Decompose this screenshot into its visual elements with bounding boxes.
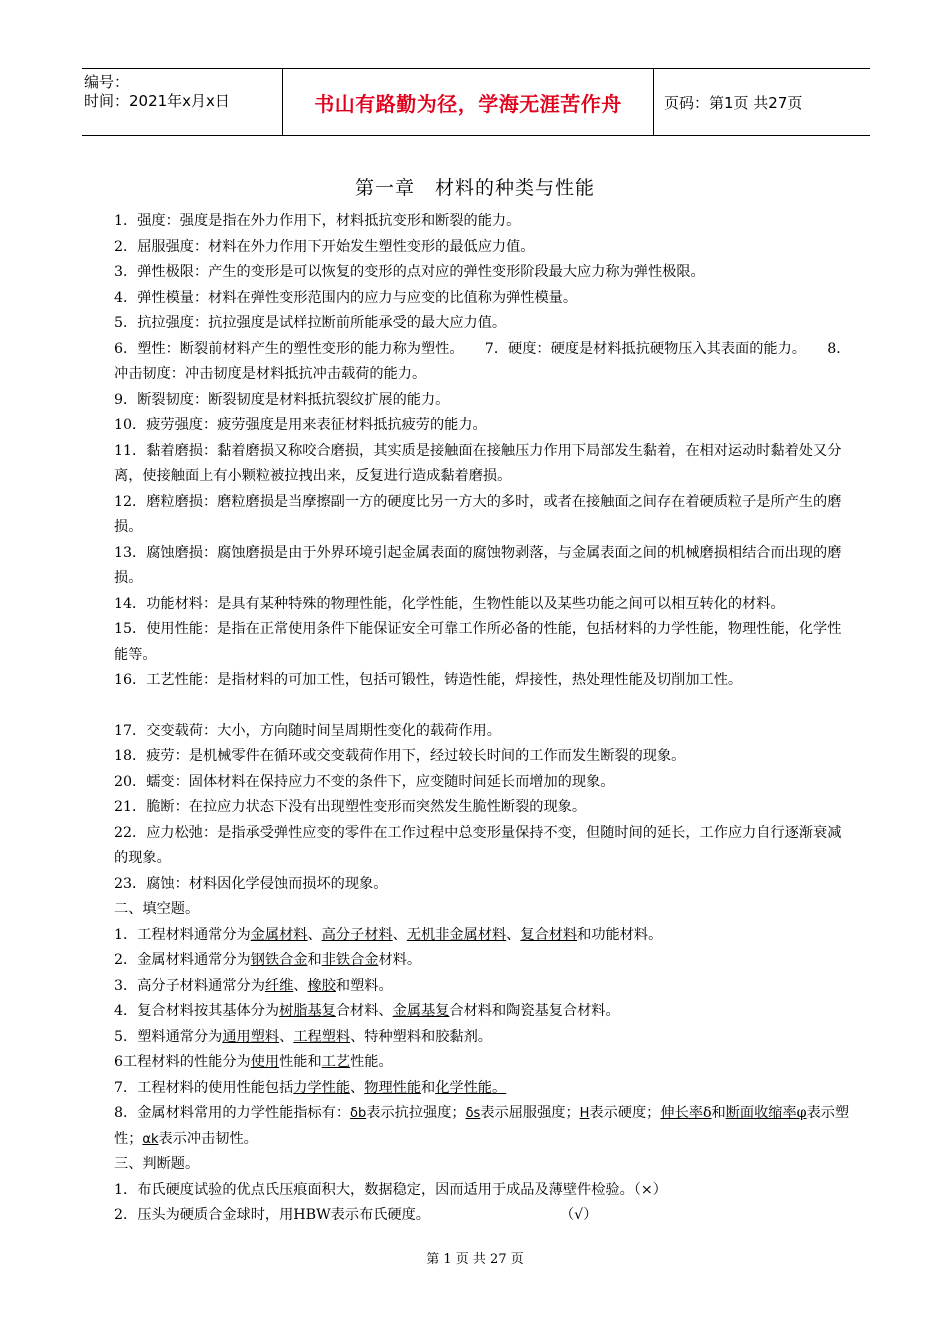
answer-blank: 断面收缩率φ bbox=[725, 1105, 807, 1121]
answer-blank: 通用塑料 bbox=[222, 1028, 280, 1045]
definition-item: 12．磨粒磨损：磨粒磨损是当摩擦副一方的硬度比另一方大的多时，或者在接触面之间存在着硬质粒子是所产生的磨损。 bbox=[114, 493, 842, 535]
definition-item: 1．强度：强度是指在外力作用下，材料抵抗变形和断裂的能力。 bbox=[114, 213, 521, 229]
question-text: 、 bbox=[392, 926, 407, 943]
definition-item: 9．断裂韧度：断裂韧度是材料抵抗裂纹扩展的能力。 bbox=[114, 391, 450, 408]
question-text: 表示冲击韧性。 bbox=[158, 1130, 258, 1147]
answer-blank: H bbox=[579, 1106, 590, 1121]
question-text: 、 bbox=[279, 1028, 294, 1045]
document-date: 时间：2021年x月x日 bbox=[84, 92, 230, 110]
fill-question bbox=[114, 999, 852, 1025]
fill-question bbox=[114, 1101, 852, 1152]
definition-item: 4．弹性模量：材料在弹性变形范围内的应力与应变的比值称为弹性模量。 bbox=[114, 289, 578, 306]
judge-question bbox=[114, 1203, 852, 1229]
question-text: 性能和 bbox=[279, 1054, 322, 1070]
definition-item: 14．功能材料：是具有某种特殊的物理性能，化学性能，生物性能以及某些功能之间可以相互转化的材料。 bbox=[114, 595, 785, 612]
definition-item: 23．腐蚀：材料因化学侵蚀而损坏的现象。 bbox=[114, 875, 388, 892]
answer-blank: 工艺 bbox=[321, 1054, 351, 1070]
answer-blank: 伸长率δ bbox=[660, 1105, 712, 1121]
answer-blank: 钢铁合金 bbox=[250, 952, 308, 968]
question-text: 1．布氏硬度试验的优点氏压痕面积大，数据稳定，因而适用于成品及薄壁件检验。 bbox=[114, 1181, 634, 1198]
definition-item: 5．抗拉强度：抗拉强度是试样拉断前所能承受的最大应力值。 bbox=[114, 315, 507, 331]
question-text: 表示硬度； bbox=[589, 1105, 661, 1121]
question-text: 、特种塑料和胶黏剂。 bbox=[350, 1028, 492, 1045]
question-text: 3．高分子材料通常分为 bbox=[114, 977, 265, 994]
question-text: 2．金属材料通常分为 bbox=[114, 952, 251, 968]
question-text: 、 bbox=[506, 926, 521, 943]
chapter-title: 第一章 材料的种类与性能 bbox=[354, 177, 595, 199]
answer-blank: 使用 bbox=[250, 1054, 280, 1070]
judge-section-heading: 三、判断题。 bbox=[114, 1156, 200, 1172]
definition-item: 20．蠕变：固体材料在保持应力不变的条件下，应变随时间延长而增加的现象。 bbox=[114, 773, 615, 790]
answer-blank: 树脂基复 bbox=[279, 1003, 336, 1019]
definition-item: 3．弹性极限：产生的变形是可以恢复的变形的点对应的弹性变形阶段最大应力称为弹性极限。 bbox=[114, 264, 705, 280]
question-text: 和 bbox=[307, 952, 322, 968]
answer-blank: 力学性能 bbox=[293, 1079, 351, 1096]
definition-item: 17．交变载荷：大小，方向随时间呈周期性变化的载荷作用。 bbox=[114, 722, 501, 739]
blank-line bbox=[114, 694, 852, 719]
answer-blank: 复合材料 bbox=[520, 926, 578, 943]
judge-question bbox=[114, 1178, 852, 1204]
definition-item: 11．黏着磨损：黏着磨损又称咬合磨损，其实质是接触面在接触压力作用下局部发生黏着，在相对运动时黏着处又分离，使接触面上有小颗粒被拉拽出来，反复进行造成黏着磨损。 bbox=[114, 442, 842, 484]
answer-blank: 高分子材料 bbox=[321, 926, 393, 943]
answer-blank: αk bbox=[142, 1131, 159, 1147]
answer-blank: 物理性能 bbox=[364, 1079, 422, 1096]
question-text: 表示塑性； bbox=[114, 1105, 850, 1147]
definition-item: 15．使用性能：是指在正常使用条件下能保证安全可靠工作所必备的性能，包括材料的力学性能，物理性能，化学性能等。 bbox=[114, 621, 842, 663]
definition-item: 2．屈服强度：材料在外力作用下开始发生塑性变形的最低应力值。 bbox=[114, 238, 535, 255]
answer-blank: 金属基复 bbox=[392, 1003, 450, 1019]
question-text: 4．复合材料按其基体分为 bbox=[114, 1003, 280, 1019]
judge-answer-mark: （√） bbox=[559, 1207, 598, 1223]
question-text: 和功能材料。 bbox=[577, 926, 663, 943]
definition-item: 13．腐蚀磨损：腐蚀磨损是由于外界环境引起金属表面的腐蚀物剥落，与金属表面之间的机械磨损相结合而出现的磨损。 bbox=[114, 544, 842, 586]
answer-blank: 纤维 bbox=[264, 977, 294, 994]
fill-question bbox=[114, 948, 852, 974]
question-text: 和 bbox=[421, 1079, 436, 1096]
header-motto: 书山有路勤为径，学海无涯苦作舟 bbox=[282, 69, 654, 135]
question-text: 1．工程材料通常分为 bbox=[114, 926, 251, 943]
question-text: 和塑料。 bbox=[335, 977, 393, 994]
answer-blank: 非铁合金 bbox=[321, 952, 379, 968]
definition-item: 6．塑性：断裂前材料产生的塑性变形的能力称为塑性。 7．硬度：硬度是材料抵抗硬物压入其表面的能力。 8．冲击韧度：冲击韧度是材料抵抗冲击载荷的能力。 bbox=[114, 340, 851, 382]
fill-question bbox=[114, 1050, 852, 1076]
answer-blank: 无机非金属材料 bbox=[406, 926, 507, 943]
question-text: 7．工程材料的使用性能包括 bbox=[114, 1079, 294, 1096]
header-meta bbox=[82, 69, 282, 135]
document-number-label: 编号： bbox=[84, 73, 130, 91]
question-text: 、 bbox=[350, 1079, 365, 1096]
answer-blank: 橡胶 bbox=[307, 977, 336, 994]
question-text: 。 bbox=[491, 1079, 507, 1096]
definition-item: 22．应力松弛：是指承受弹性应变的零件在工作过程中总变形量保持不变，但随时间的延长，工作应力自行逐渐衰减的现象。 bbox=[114, 824, 842, 866]
definition-item: 10．疲劳强度：疲劳强度是用来表征材料抵抗疲劳的能力。 bbox=[114, 417, 487, 433]
fill-question bbox=[114, 923, 852, 949]
question-text: 8．金属材料常用的力学性能指标有： bbox=[114, 1105, 351, 1121]
question-text: 5．塑料通常分为 bbox=[114, 1028, 223, 1045]
question-text: 合材料和陶瓷基复合材料。 bbox=[449, 1003, 620, 1019]
question-text: 6工程材料的性能分为 bbox=[114, 1054, 251, 1070]
question-text: 、 bbox=[293, 977, 308, 994]
definition-item: 18．疲劳：是机械零件在循环或交变载荷作用下，经过较长时间的工作而发生断裂的现象。 bbox=[114, 748, 686, 764]
fill-question bbox=[114, 1076, 852, 1102]
definition-item: 21．脆断：在拉应力状态下没有出现塑性变形而突然发生脆性断裂的现象。 bbox=[114, 799, 587, 815]
answer-blank: 化学性能 bbox=[435, 1079, 492, 1096]
question-text: 、 bbox=[307, 926, 322, 943]
question-text: 表示屈服强度； bbox=[480, 1105, 580, 1121]
document-body bbox=[114, 209, 852, 1229]
fill-section-heading: 二、填空题。 bbox=[114, 901, 200, 917]
question-text: 表示抗拉强度； bbox=[366, 1105, 466, 1121]
header-page-info: 页码：第1页 共27页 bbox=[664, 93, 803, 112]
question-text: 合材料、 bbox=[335, 1003, 393, 1019]
answer-blank: δb bbox=[350, 1106, 367, 1121]
question-text: 2．压头为硬质合金球时，用HBW表示布氏硬度。 bbox=[114, 1207, 430, 1223]
answer-blank: 金属材料 bbox=[250, 926, 308, 943]
answer-blank: 工程塑料 bbox=[293, 1028, 351, 1045]
question-text: 和 bbox=[711, 1105, 726, 1121]
question-text: 性能。 bbox=[350, 1054, 393, 1070]
fill-question bbox=[114, 974, 852, 1000]
page-header bbox=[82, 68, 870, 136]
question-text: 材料。 bbox=[378, 952, 422, 968]
page-footer: 第 1 页 共 27 页 bbox=[426, 1252, 524, 1267]
fill-question bbox=[114, 1025, 852, 1051]
answer-blank: δs bbox=[465, 1106, 481, 1121]
definition-item: 16．工艺性能：是指材料的可加工性，包括可锻性，铸造性能，焊接性，热处理性能及切削加工性。 bbox=[114, 672, 743, 688]
judge-answer-mark: （×） bbox=[633, 1181, 667, 1198]
